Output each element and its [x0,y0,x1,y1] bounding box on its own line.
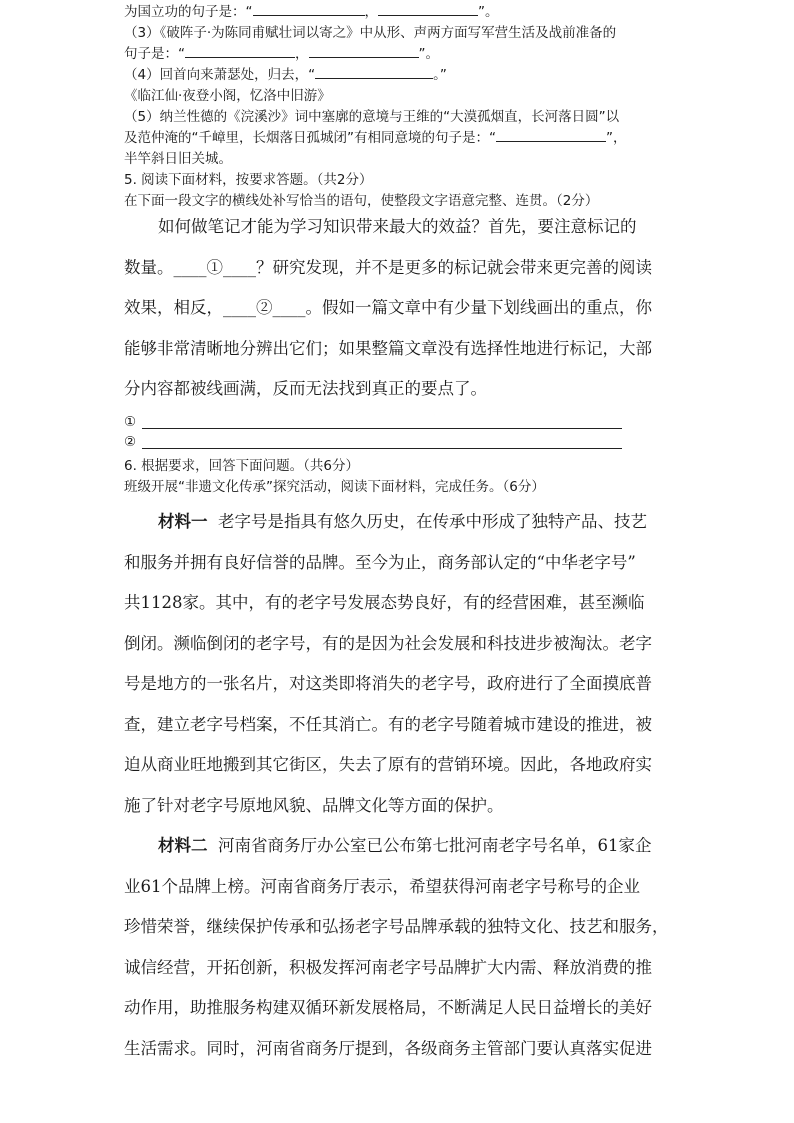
q5-passage-line: 能够非常清晰地分辨出它们；如果整篇文章没有选择性地进行标记，大部 [124,338,652,358]
answer-line-1[interactable] [124,414,136,430]
material-two-line: 珍惜荣誉，继续保护传承和弘扬老字号品牌承载的独特文化、技艺和服务， [124,917,669,936]
answer-blank[interactable] [315,65,433,79]
text: （4）回首向来萧瑟处，归去，“ [124,67,316,83]
material-two-line: 诚信经营，开拓创新，积极发挥河南老字号品牌扩大内需、释放消费的推 [124,957,652,977]
material-one-line: 材料一 老字号是指具有悠久历史，在传承中形成了独特产品、技艺 [158,512,647,531]
q4-line-3 [124,44,684,64]
material-two-line: 材料二 河南省商务厅办公室已公布第七批河南老字号名单，61家企 [158,836,652,855]
answer-blank[interactable] [185,44,295,58]
q4-line-6: （5）纳兰性德的《浣溪沙》词中塞廓的意境与王维的“大漠孤烟直，长河落日圆”以 [124,109,620,125]
answer-number: ② [124,434,137,450]
q4-line-1 [124,2,684,22]
material-one [124,502,680,826]
text: 句子是：“ [124,46,185,62]
text: ”， [605,130,627,146]
material-one-line: 施了针对老字号原地风貌、品牌文化等方面的保护。 [124,795,504,815]
material-one-line: 查，建立老字号档案，不任其消亡。有的老字号随着城市建设的推进，被 [124,714,652,734]
q4-line-2: （3）《破阵子·为陈同甫赋壮词以寄之》中从形、声两方面写军营生活及战前准备的 [124,25,617,41]
text: 及范仲淹的“千嶂里，长烟落日孤城闭”有相同意境的句子是：“ [124,130,496,146]
material-two [124,826,680,1069]
q5-passage-line: 分内容都被线画满，反而无法找到真正的要点了。 [124,379,487,398]
text: 。” [433,67,447,83]
q5-passage [124,207,680,410]
q4-line-8: 半竿斜日旧关城。 [124,151,232,167]
answer-line-2[interactable] [124,434,136,450]
text: ”。 [418,46,439,62]
text: ， [295,46,309,62]
material-one-line: 号是地方的一张名片，对这类即将消失的老字号，政府进行了全面摸底普 [124,674,652,693]
q5-heading: 5. 阅读下面材料，按要求答题。（共2分） [124,172,373,188]
answer-blank[interactable] [378,2,478,16]
material-label: 材料一 [158,512,208,531]
answer-number: ① [124,414,137,430]
answer-blank[interactable] [496,128,606,142]
material-two-line: 动作用，助推服务构建双循环新发展格局，不断满足人民日益增长的美好 [124,998,652,1017]
q5-passage-line: 数量。____①____？研究发现，并不是更多的标记就会带来更完善的阅读 [124,257,652,277]
material-one-line: 倒闭。濒临倒闭的老字号，有的是因为社会发展和科技进步被淘汰。老字 [124,633,652,653]
q5-passage-line: 效果，相反，____②____。假如一篇文章中有少量下划线画出的重点，你 [124,298,652,317]
material-two-line: 业61个品牌上榜。河南省商务厅表示，希望获得河南老字号称号的企业 [124,876,640,896]
q6-instruction: 班级开展“非遗文化传承”探究活动，阅读下面材料，完成任务。（6分） [124,479,545,495]
material-one-line: 和服务并拥有良好信誉的品牌。至今为止，商务部认定的“中华老字号” [124,552,636,572]
text: 为国立功的句子是：“ [124,4,253,20]
material-one-line: 共1128家。其中，有的老字号发展态势良好，有的经营困难，甚至濒临 [124,593,645,612]
material-one-line: 迫从商业旺地搬到其它街区，失去了原有的营销环境。因此，各地政府实 [124,755,652,774]
q5-passage-line: 如何做笔记才能为学习知识带来最大的效益？首先，要注意标记的 [158,217,637,236]
answer-blank[interactable] [253,2,365,16]
text: ， [364,4,378,20]
answer-blank[interactable] [309,44,419,58]
q4-line-5: 《临江仙·夜登小阁，忆洛中旧游》 [124,88,331,104]
q6-heading: 6. 根据要求，回答下面问题。（共6分） [124,458,360,474]
text: ”。 [478,4,499,20]
material-two-line: 生活需求。同时，河南省商务厅提到，各级商务主管部门要认真落实促进 [124,1038,652,1058]
q5-instruction: 在下面一段文字的横线处补写恰当的语句，使整段文字语意完整、连贯。（2分） [124,193,599,209]
q4-line-7 [124,128,684,148]
q4-line-4 [124,65,684,85]
material-label: 材料二 [158,836,208,855]
